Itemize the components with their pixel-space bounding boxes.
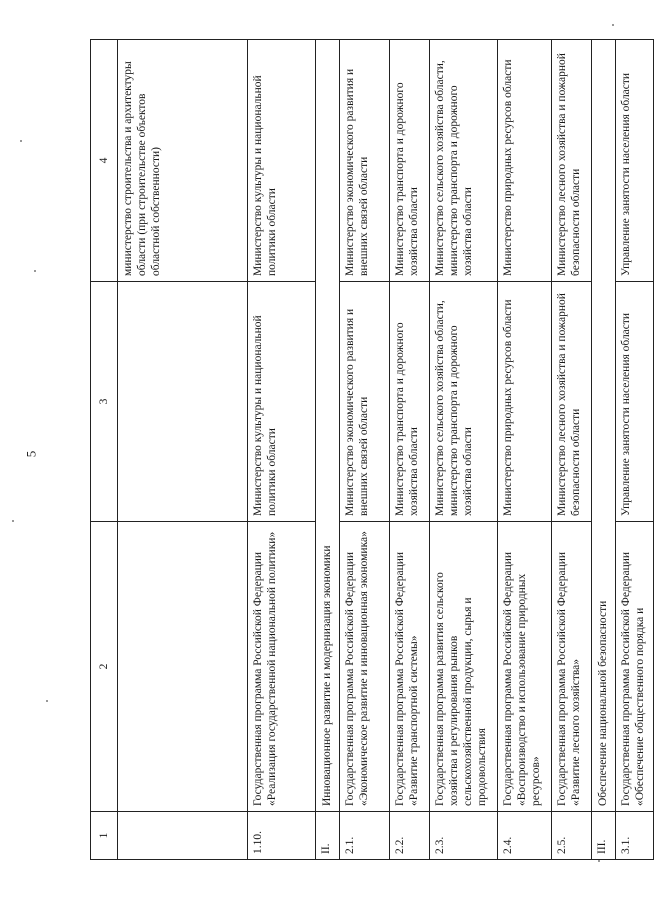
responsible-cell: Министерство культуры и национальной политики области [248, 282, 316, 522]
program-cell: Государственная программа Российской Федерации «Развитие транспортной системы» [390, 522, 430, 812]
table-row [340, 40, 390, 860]
section-title: Инновационное развитие и модернизация экономики [316, 40, 340, 812]
table-row [390, 40, 430, 860]
responsible-cell-2: Министерство лесного хозяйства и пожарной безопасности области [552, 40, 592, 282]
responsible-cell: Министерство лесного хозяйства и пожарной безопасности области [552, 282, 592, 522]
row-number: 2.5. [552, 812, 592, 860]
program-cell: Государственная программа Российской Федерации «Обеспечение общественного порядка и [616, 522, 654, 812]
table-row [498, 40, 552, 860]
responsible-cell: Министерство природных ресурсов области [498, 282, 552, 522]
section-title: Обеспечение национальной безопасности [592, 40, 616, 812]
responsible-cell: Министерство экономического развития и внешних связей области [340, 282, 390, 522]
row-number [118, 812, 248, 860]
scan-speck [598, 860, 600, 862]
table-row [552, 40, 592, 860]
responsible-cell: Министерство транспорта и дорожного хозяйства области [390, 282, 430, 522]
scan-speck [34, 270, 36, 272]
program-cell: Государственная программа Российской Федерации «Экономическое развитие и инновационная экономика» [340, 522, 390, 812]
table-row [248, 40, 316, 860]
section-number: II. [316, 812, 340, 860]
row-number: 1.10. [248, 812, 316, 860]
responsible-cell-2: министерство строительства и архитектуры области (при строительстве объектов областной собственности) [118, 40, 248, 282]
table-header-row [91, 40, 118, 860]
table-row [118, 40, 248, 860]
scan-speck [46, 700, 48, 702]
program-cell [118, 522, 248, 812]
responsible-cell: Управление занятости населения области [616, 282, 654, 522]
table-row [616, 40, 654, 860]
responsible-cell-2: Министерство транспорта и дорожного хозяйства области [390, 40, 430, 282]
header-cell-4: 4 [91, 40, 118, 282]
program-cell: Государственная программа развития сельского хозяйства и регулирования рынков сельскохозяйственной продукции, сырья и продовольствия [430, 522, 498, 812]
table-row [430, 40, 498, 860]
program-cell: Государственная программа Российской Федерации «Воспроизводство и использование природных ресурсов» [498, 522, 552, 812]
page-number: 5 [23, 450, 39, 458]
responsible-cell-2: Министерство природных ресурсов области [498, 40, 552, 282]
rotated-table-frame [90, 40, 647, 860]
row-number: 2.2. [390, 812, 430, 860]
scan-speck [612, 24, 614, 26]
header-cell-3: 3 [91, 282, 118, 522]
scan-speck [12, 520, 14, 522]
row-number: 2.1. [340, 812, 390, 860]
section-number: III. [592, 812, 616, 860]
section-row [592, 40, 616, 860]
header-cell-2: 2 [91, 522, 118, 812]
responsible-cell-2: Министерство сельского хозяйства области, министерство транспорта и дорожного хозяйства области [430, 40, 498, 282]
row-number: 2.3. [430, 812, 498, 860]
row-number: 3.1. [616, 812, 654, 860]
programs-table-body [91, 40, 654, 860]
section-row [316, 40, 340, 860]
programs-table [90, 39, 654, 860]
program-cell: Государственная программа Российской Федерации «Развитие лесного хозяйства» [552, 522, 592, 812]
program-cell: Государственная программа Российской Федерации «Реализация государственной национальной политики» [248, 522, 316, 812]
responsible-cell [118, 282, 248, 522]
responsible-cell: Министерство сельского хозяйства области, министерство транспорта и дорожного хозяйства области [430, 282, 498, 522]
responsible-cell-2: Управление занятости населения области [616, 40, 654, 282]
responsible-cell-2: Министерство экономического развития и внешних связей области [340, 40, 390, 282]
row-number: 2.4. [498, 812, 552, 860]
scan-speck [20, 140, 22, 142]
header-cell-1: 1 [91, 812, 118, 860]
responsible-cell-2: Министерство культуры и национальной политики области [248, 40, 316, 282]
